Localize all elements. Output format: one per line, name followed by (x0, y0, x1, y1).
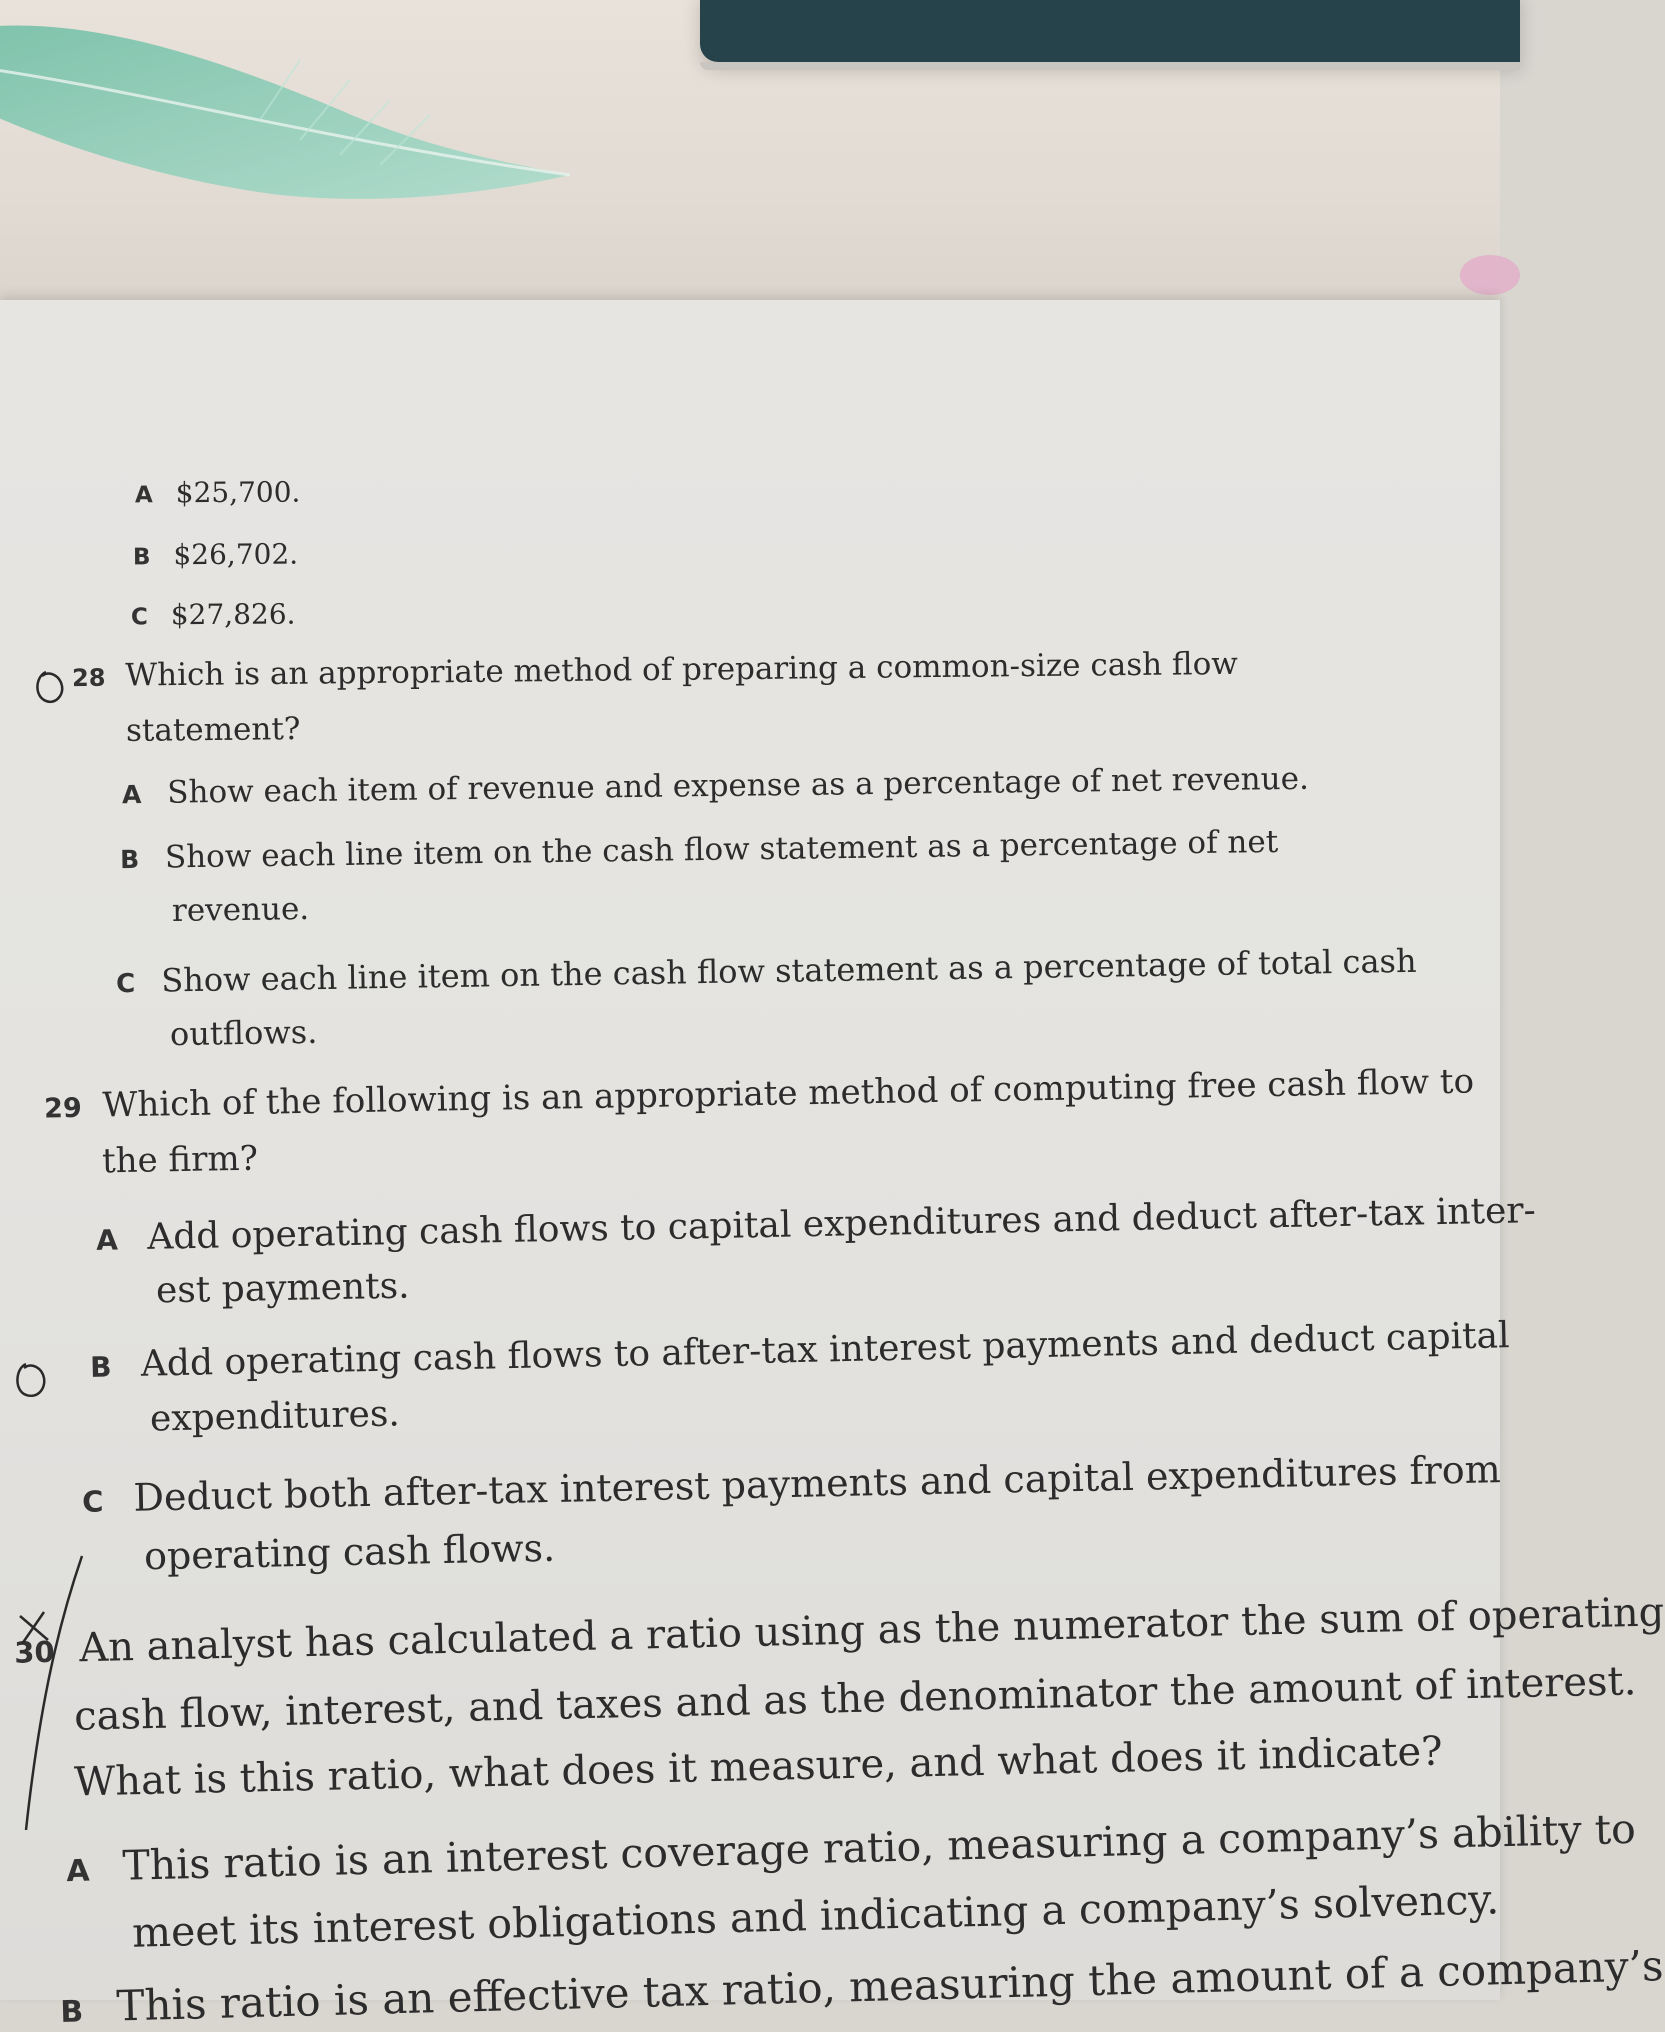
q29-option-c: C Deduct both after-tax interest payments and capital expenditures from (81, 1447, 1502, 1520)
q28-stem-line-2: statement? (125, 711, 301, 749)
feather-icon (0, 0, 600, 240)
q30-option-a: A This ratio is an interest coverage ratio, measuring a company’s ability to (65, 1804, 1637, 1890)
q30-option-a-line-2: meet its interest obligations and indicating a company’s solvency. (131, 1875, 1500, 1957)
prev-option-a: A $25,700. (134, 475, 301, 510)
prev-option-c: C $27,826. (130, 597, 296, 632)
q29-option-a-line-2: est payments. (155, 1265, 410, 1312)
q28-option-c-line-2: outflows. (169, 1012, 318, 1054)
q28-option-c: C Show each line item on the cash flow statement as a percentage of total cash (115, 941, 1417, 1000)
q28-stem-line-1: 28 Which is an appropriate method of preparing a common-size cash flow (71, 645, 1239, 694)
q30-option-b: B This ratio is an effective tax ratio, measuring the amount of a company’s (59, 1941, 1665, 2031)
desk-background (0, 0, 1500, 330)
prev-option-b: B $26,702. (132, 537, 299, 572)
q29-option-c-line-2: operating cash flows. (143, 1525, 556, 1579)
q28-option-a: A Show each item of revenue and expense as a percentage of net revenue. (121, 760, 1310, 811)
q30-stem-line-1: 30 An analyst has calculated a ratio using as the numerator the sum of operating (13, 1589, 1665, 1672)
q30-stem-line-2: cash flow, interest, and taxes and as the denominator the amount of interest. (73, 1658, 1637, 1740)
q28-option-b-line-2: revenue. (171, 891, 310, 929)
device-edge (700, 0, 1520, 62)
q30-stem-line-3: What is this ratio, what does it measure, and what does it indicate? (73, 1728, 1444, 1806)
q29-option-b-line-2: expenditures. (149, 1393, 401, 1440)
q29-option-a: A Add operating cash flows to capital expenditures and deduct after-tax inter- (95, 1190, 1537, 1258)
q29-stem-line-2: the firm? (101, 1138, 259, 1182)
q28-option-b: B Show each line item on the cash flow statement as a percentage of net (119, 823, 1279, 876)
pink-object (1460, 255, 1520, 295)
q29-option-b: B Add operating cash flows to after-tax interest payments and deduct capital (89, 1315, 1510, 1385)
q29-stem-line-1: 29 Which of the following is an appropriate method of computing free cash flow to (43, 1061, 1475, 1126)
